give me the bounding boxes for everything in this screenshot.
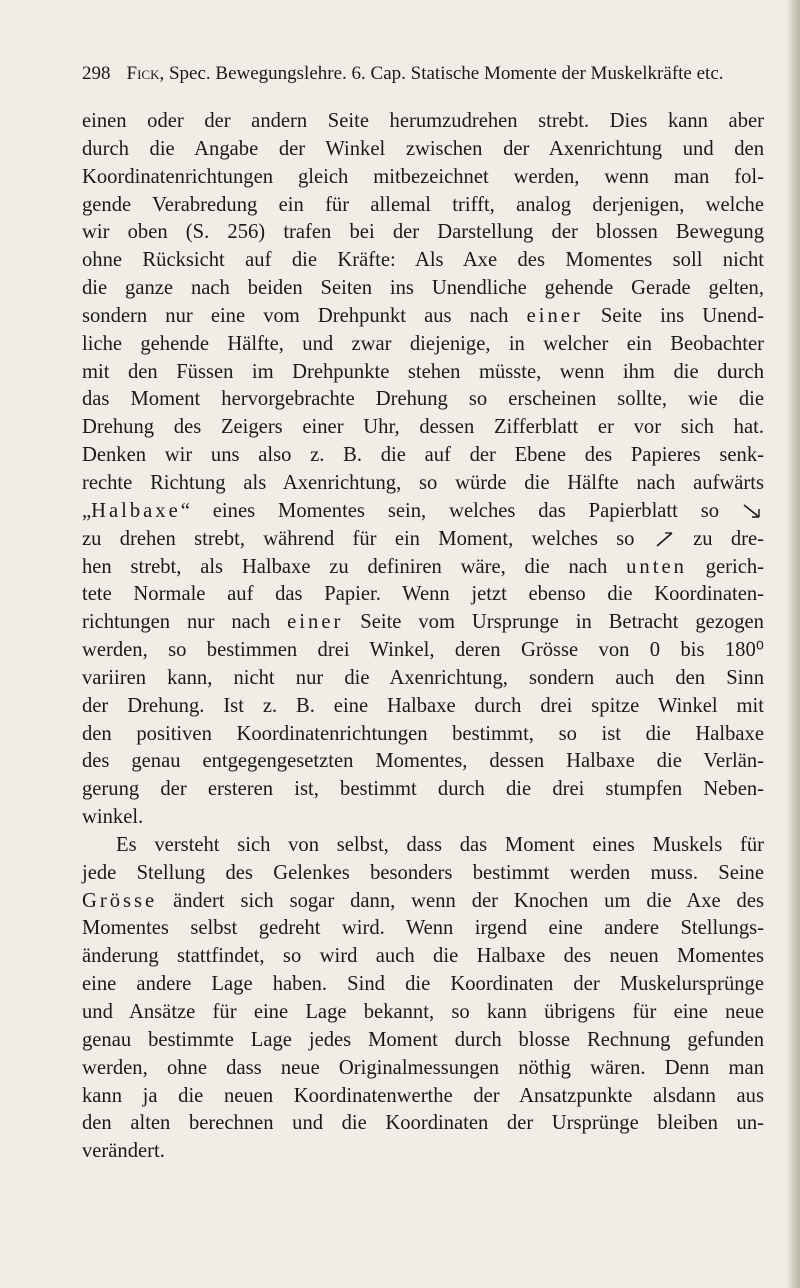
- text-line: Grösse ändert sich sogar dann, wenn der Knochen um die Axe des: [82, 889, 764, 912]
- text-line: änderung stattfindet, so wird auch die Halbaxe des neuen Momentes: [82, 945, 764, 968]
- emphasis: einer: [287, 611, 344, 634]
- text-line: tete Normale auf das Papier. Wenn jetzt ebenso die Koordinaten-: [82, 583, 764, 606]
- text-line: liche gehende Hälfte, und zwar diejenige, in welcher ein Beobachter: [82, 332, 764, 355]
- text-line: „Halbaxe“ eines Momentes sein, welches das Papierblatt so: [82, 498, 764, 526]
- emphasis: Halbaxe: [91, 499, 181, 522]
- text-line: werden, ohne dass neue Originalmessungen nöthig wären. Denn man: [82, 1056, 764, 1079]
- text-line: den alten berechnen und die Koordinaten der Ursprünge bleiben un-: [82, 1112, 764, 1135]
- text-line: Denken wir uns also z. B. die auf der Ebene des Papieres senk-: [82, 444, 764, 467]
- page-number: 298: [82, 63, 111, 84]
- page-edge-shadow: [786, 0, 800, 1288]
- text-line: durch die Angabe der Winkel zwischen der Axenrichtung und den: [82, 137, 764, 160]
- running-head-title: , Spec. Bewegungslehre. 6. Cap. Statische Momente der Muskelkräfte etc.: [159, 63, 724, 84]
- text-line: ohne Rücksicht auf die Kräfte: Als Axe des Momentes soll nicht: [82, 249, 764, 272]
- text-line: das Moment hervorgebrachte Drehung so erscheinen sollte, wie die: [82, 388, 764, 411]
- text-line: der Drehung. Ist z. B. eine Halbaxe durch drei spitze Winkel mit: [82, 694, 764, 717]
- clockwise-arrow-icon: [742, 502, 764, 520]
- text-line: Momentes selbst gedreht wird. Wenn irgend eine andere Stellungs-: [82, 917, 764, 940]
- text-line: genau bestimmte Lage jedes Moment durch blosse Rechnung gefunden: [82, 1028, 764, 1051]
- text-line: variiren kann, nicht nur die Axenrichtung, sondern auch den Sinn: [82, 666, 764, 689]
- running-head: [82, 62, 772, 86]
- text-line: des genau entgegengesetzten Momentes, dessen Halbaxe die Verlän-: [82, 750, 764, 773]
- text-line: Es versteht sich von selbst, dass das Moment eines Muskels für: [116, 833, 764, 856]
- emphasis: einer: [526, 304, 583, 327]
- emphasis: unten: [626, 555, 687, 578]
- text-line: winkel.: [82, 806, 144, 829]
- text-line: gerung der ersteren ist, bestimmt durch die drei stumpfen Neben-: [82, 778, 764, 801]
- text-line: gende Verabredung ein für allemal trifft, analog derjenigen, welche: [82, 193, 764, 216]
- text-line: Koordinatenrichtungen gleich mitbezeichnet werden, wenn man fol-: [82, 165, 764, 188]
- text-line: rechte Richtung als Axenrichtung, so würde die Hälfte nach aufwärts: [82, 471, 764, 494]
- body-text: [82, 108, 764, 1194]
- text-line: und Ansätze für eine Lage bekannt, so kann übrigens für eine neue: [82, 1001, 764, 1023]
- text-line: werden, so bestimmen drei Winkel, deren Grösse von 0 bis 180⁰: [82, 639, 764, 662]
- text-line: die ganze nach beiden Seiten ins Unendliche gehende Gerade gelten,: [82, 277, 764, 300]
- text-line: jede Stellung des Gelenkes besonders bestimmt werden muss. Seine: [82, 861, 764, 884]
- text-line: den positiven Koordinatenrichtungen bestimmt, so ist die Halbaxe: [82, 722, 764, 745]
- text-line: zu drehen strebt, während für ein Moment, welches so zu dre-: [82, 527, 764, 550]
- text-line: kann ja die neuen Koordinatenwerthe der Ansatzpunkte alsdann aus: [82, 1084, 764, 1107]
- text-line: einen oder der andern Seite herumzudrehen strebt. Dies kann aber: [82, 110, 764, 132]
- text-line: Drehung des Zeigers einer Uhr, dessen Zifferblatt er vor sich hat.: [82, 416, 764, 439]
- emphasis: Grösse: [82, 889, 158, 912]
- text-line: mit den Füssen im Drehpunkte stehen müsste, wenn ihm die durch: [82, 360, 764, 383]
- text-line: verändert.: [82, 1140, 165, 1163]
- running-head-author: Fick: [126, 63, 160, 84]
- text-line: richtungen nur nach einer Seite vom Ursprunge in Betracht gezogen: [82, 611, 764, 634]
- counterclockwise-arrow-icon: [653, 530, 675, 548]
- text-line: eine andere Lage haben. Sind die Koordinaten der Muskelursprünge: [82, 973, 764, 996]
- text-line: sondern nur eine vom Drehpunkt aus nach einer Seite ins Unend-: [82, 304, 764, 327]
- text-line: wir oben (S. 256) trafen bei der Darstellung der blossen Bewegung: [82, 221, 764, 244]
- text-line: hen strebt, als Halbaxe zu definiren wäre, die nach unten gerich-: [82, 555, 764, 578]
- text-line: [82, 1166, 764, 1194]
